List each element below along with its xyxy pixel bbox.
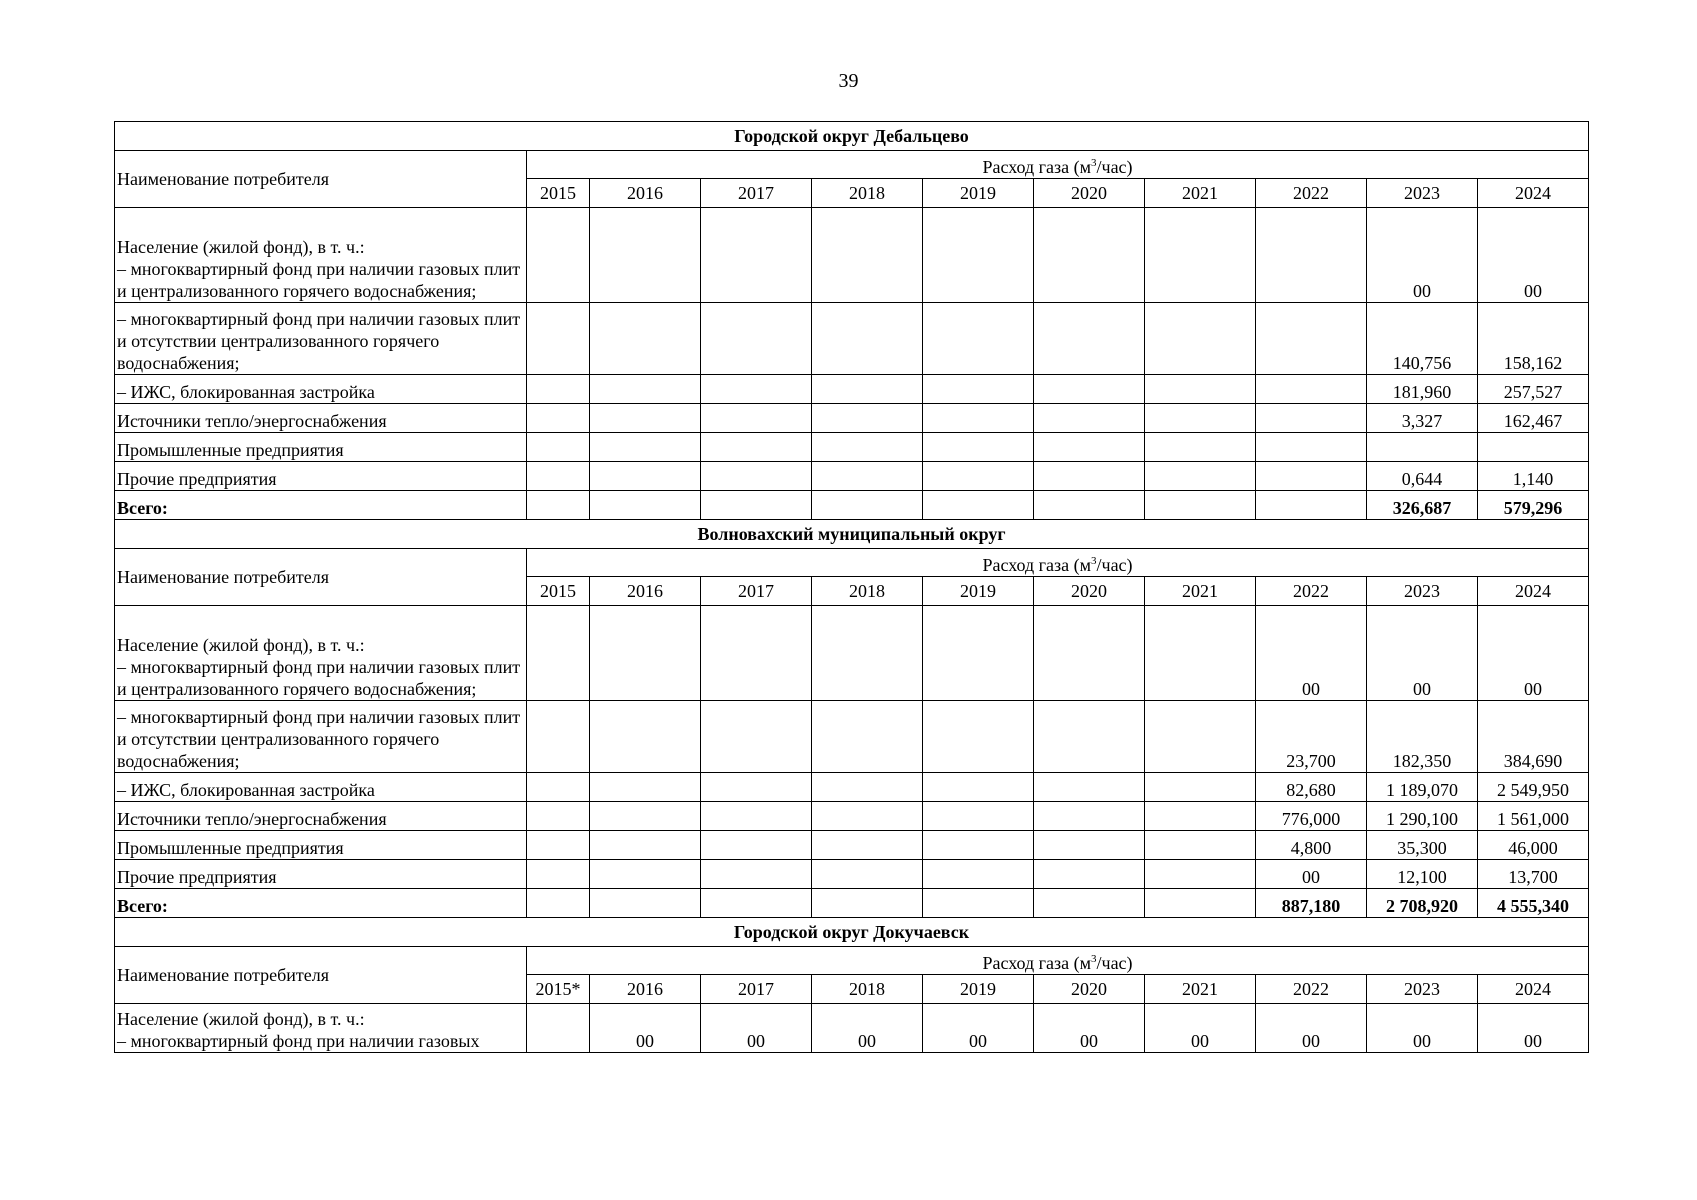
value-cell	[923, 831, 1034, 860]
row-label: – ИЖС, блокированная застройка	[115, 773, 527, 802]
section-title: Волновахский муниципальный округ	[115, 520, 1589, 549]
value-cell	[812, 802, 923, 831]
value-cell	[701, 462, 812, 491]
unit-superscript: 3	[1091, 156, 1097, 169]
value-cell	[701, 889, 812, 918]
value-cell	[527, 404, 590, 433]
gas-consumption-table	[114, 121, 1589, 1053]
year-header: 2019	[923, 975, 1034, 1004]
value-cell: 00	[812, 1004, 923, 1053]
value-cell	[590, 831, 701, 860]
value-cell	[812, 375, 923, 404]
value-cell: 00	[701, 1004, 812, 1053]
year-header: 2021	[1145, 577, 1256, 606]
year-header: 2024	[1478, 179, 1589, 208]
value-cell	[590, 606, 701, 701]
table-row	[115, 462, 1589, 491]
year-header: 2021	[1145, 975, 1256, 1004]
value-cell	[923, 491, 1034, 520]
value-cell	[527, 303, 590, 375]
section-title: Городской округ Докучаевск	[115, 918, 1589, 947]
unit-superscript: 3	[1091, 952, 1097, 965]
value-cell	[1145, 606, 1256, 701]
unit-suffix: /час)	[1096, 952, 1133, 973]
value-cell	[1034, 433, 1145, 462]
table-row	[115, 433, 1589, 462]
section-title-row	[115, 122, 1589, 151]
value-cell: 00	[1256, 860, 1367, 889]
value-cell: 00	[1145, 1004, 1256, 1053]
value-cell	[1478, 433, 1589, 462]
unit-suffix: /час)	[1096, 554, 1133, 575]
value-cell	[1034, 491, 1145, 520]
value-cell	[1145, 831, 1256, 860]
value-cell: 1 290,100	[1367, 802, 1478, 831]
year-header: 2018	[812, 179, 923, 208]
row-label: Население (жилой фонд), в т. ч.: – многоквартирный фонд при наличии газовых плит и централизованного горячего водоснабжения;	[115, 606, 527, 701]
value-cell: 182,350	[1367, 701, 1478, 773]
year-header: 2020	[1034, 179, 1145, 208]
value-cell	[1256, 208, 1367, 303]
value-cell	[812, 433, 923, 462]
value-cell: 158,162	[1478, 303, 1589, 375]
value-cell	[527, 701, 590, 773]
value-cell	[590, 303, 701, 375]
value-cell	[923, 208, 1034, 303]
value-cell	[701, 375, 812, 404]
page-number: 39	[838, 70, 859, 92]
value-cell	[1145, 433, 1256, 462]
year-header: 2017	[701, 975, 812, 1004]
unit-suffix: /час)	[1096, 156, 1133, 177]
value-cell: 00	[1034, 1004, 1145, 1053]
value-cell	[590, 802, 701, 831]
value-cell	[527, 860, 590, 889]
value-cell	[527, 831, 590, 860]
value-cell: 00	[1367, 208, 1478, 303]
value-cell	[701, 802, 812, 831]
row-label: – многоквартирный фонд при наличии газовых плит и отсутствии централизованного горячего водоснабжения;	[115, 701, 527, 773]
year-header: 2016	[590, 179, 701, 208]
value-cell	[923, 802, 1034, 831]
value-cell	[590, 208, 701, 303]
year-header: 2024	[1478, 975, 1589, 1004]
table-row	[115, 773, 1589, 802]
value-cell	[923, 433, 1034, 462]
unit-header	[527, 947, 1589, 975]
year-header: 2019	[923, 179, 1034, 208]
table-row	[115, 802, 1589, 831]
table-row	[115, 831, 1589, 860]
value-cell	[527, 1004, 590, 1053]
value-cell	[812, 889, 923, 918]
unit-prefix: Расход газа (м	[982, 952, 1092, 973]
value-cell: 12,100	[1367, 860, 1478, 889]
table-row	[115, 375, 1589, 404]
value-cell	[590, 491, 701, 520]
name-header: Наименование потребителя	[115, 549, 527, 606]
value-cell: 00	[1256, 606, 1367, 701]
table-row	[115, 303, 1589, 375]
year-header: 2023	[1367, 179, 1478, 208]
value-cell	[590, 860, 701, 889]
name-header: Наименование потребителя	[115, 151, 527, 208]
year-header: 2020	[1034, 975, 1145, 1004]
value-cell	[1034, 606, 1145, 701]
value-cell	[701, 606, 812, 701]
row-label: Население (жилой фонд), в т. ч.: – многоквартирный фонд при наличии газовых	[115, 1004, 527, 1053]
value-cell	[590, 433, 701, 462]
value-cell	[701, 701, 812, 773]
value-cell	[812, 831, 923, 860]
value-cell	[812, 404, 923, 433]
value-cell	[1034, 831, 1145, 860]
value-cell: 2 708,920	[1367, 889, 1478, 918]
value-cell	[812, 491, 923, 520]
row-label: – многоквартирный фонд при наличии газовых плит и отсутствии централизованного горячего водоснабжения;	[115, 303, 527, 375]
year-header: 2019	[923, 577, 1034, 606]
value-cell	[590, 404, 701, 433]
value-cell	[527, 208, 590, 303]
value-cell	[923, 303, 1034, 375]
value-cell	[1256, 462, 1367, 491]
value-cell	[1256, 433, 1367, 462]
table-row	[115, 208, 1589, 303]
value-cell	[1145, 860, 1256, 889]
year-header: 2015*	[527, 975, 590, 1004]
value-cell: 1 189,070	[1367, 773, 1478, 802]
value-cell	[1367, 433, 1478, 462]
section-title: Городской округ Дебальцево	[115, 122, 1589, 151]
value-cell	[590, 462, 701, 491]
value-cell	[527, 802, 590, 831]
unit-superscript: 3	[1091, 554, 1097, 567]
table-row	[115, 606, 1589, 701]
value-cell: 257,527	[1478, 375, 1589, 404]
row-label: – ИЖС, блокированная застройка	[115, 375, 527, 404]
value-cell: 23,700	[1256, 701, 1367, 773]
value-cell: 1,140	[1478, 462, 1589, 491]
value-cell	[701, 491, 812, 520]
year-header: 2023	[1367, 577, 1478, 606]
value-cell: 0,644	[1367, 462, 1478, 491]
value-cell	[923, 462, 1034, 491]
value-cell	[812, 860, 923, 889]
header-row	[115, 549, 1589, 577]
value-cell	[923, 860, 1034, 889]
value-cell	[527, 889, 590, 918]
value-cell	[590, 889, 701, 918]
value-cell	[923, 375, 1034, 404]
value-cell: 00	[1367, 1004, 1478, 1053]
unit-header	[527, 549, 1589, 577]
value-cell	[812, 462, 923, 491]
value-cell: 00	[590, 1004, 701, 1053]
year-header: 2022	[1256, 179, 1367, 208]
value-cell: 162,467	[1478, 404, 1589, 433]
value-cell	[701, 831, 812, 860]
value-cell	[1034, 303, 1145, 375]
name-header: Наименование потребителя	[115, 947, 527, 1004]
value-cell	[527, 773, 590, 802]
year-header: 2022	[1256, 975, 1367, 1004]
value-cell	[590, 701, 701, 773]
value-cell	[701, 773, 812, 802]
value-cell	[590, 773, 701, 802]
value-cell: 4 555,340	[1478, 889, 1589, 918]
value-cell	[701, 433, 812, 462]
year-header: 2022	[1256, 577, 1367, 606]
value-cell: 00	[1256, 1004, 1367, 1053]
year-header: 2024	[1478, 577, 1589, 606]
value-cell	[923, 606, 1034, 701]
year-header: 2017	[701, 179, 812, 208]
value-cell	[1034, 701, 1145, 773]
value-cell	[923, 889, 1034, 918]
value-cell	[701, 208, 812, 303]
year-header: 2017	[701, 577, 812, 606]
year-header: 2023	[1367, 975, 1478, 1004]
value-cell	[1034, 462, 1145, 491]
value-cell	[527, 491, 590, 520]
value-cell: 46,000	[1478, 831, 1589, 860]
value-cell	[923, 773, 1034, 802]
value-cell	[527, 606, 590, 701]
value-cell: 3,327	[1367, 404, 1478, 433]
year-header: 2016	[590, 975, 701, 1004]
section-title-row	[115, 918, 1589, 947]
value-cell	[1145, 491, 1256, 520]
value-cell: 00	[1478, 208, 1589, 303]
value-cell	[812, 701, 923, 773]
value-cell	[1145, 375, 1256, 404]
row-label: Всего:	[115, 491, 527, 520]
year-header: 2015	[527, 179, 590, 208]
row-label: Промышленные предприятия	[115, 433, 527, 462]
row-label: Промышленные предприятия	[115, 831, 527, 860]
row-label: Источники тепло/энергоснабжения	[115, 802, 527, 831]
value-cell: 82,680	[1256, 773, 1367, 802]
value-cell	[1256, 404, 1367, 433]
value-cell	[1034, 375, 1145, 404]
value-cell: 2 549,950	[1478, 773, 1589, 802]
value-cell	[701, 303, 812, 375]
unit-prefix: Расход газа (м	[982, 156, 1092, 177]
value-cell	[1034, 404, 1145, 433]
year-header: 2021	[1145, 179, 1256, 208]
value-cell: 1 561,000	[1478, 802, 1589, 831]
value-cell	[1256, 303, 1367, 375]
unit-prefix: Расход газа (м	[982, 554, 1092, 575]
value-cell	[1145, 889, 1256, 918]
row-label: Население (жилой фонд), в т. ч.: – многоквартирный фонд при наличии газовых плит и централизованного горячего водоснабжения;	[115, 208, 527, 303]
value-cell	[1145, 773, 1256, 802]
year-header: 2016	[590, 577, 701, 606]
value-cell	[527, 375, 590, 404]
value-cell: 181,960	[1367, 375, 1478, 404]
total-row	[115, 889, 1589, 918]
value-cell: 00	[923, 1004, 1034, 1053]
value-cell: 4,800	[1256, 831, 1367, 860]
value-cell	[923, 701, 1034, 773]
value-cell: 00	[1367, 606, 1478, 701]
table-row	[115, 701, 1589, 773]
value-cell	[1145, 701, 1256, 773]
section-title-row	[115, 520, 1589, 549]
year-header: 2018	[812, 577, 923, 606]
value-cell	[1034, 773, 1145, 802]
value-cell: 326,687	[1367, 491, 1478, 520]
value-cell: 00	[1478, 606, 1589, 701]
value-cell: 776,000	[1256, 802, 1367, 831]
value-cell	[1034, 208, 1145, 303]
total-row	[115, 491, 1589, 520]
value-cell: 00	[1478, 1004, 1589, 1053]
year-header: 2020	[1034, 577, 1145, 606]
value-cell	[527, 462, 590, 491]
value-cell	[590, 375, 701, 404]
value-cell	[1256, 375, 1367, 404]
value-cell	[1145, 208, 1256, 303]
value-cell: 13,700	[1478, 860, 1589, 889]
year-header: 2018	[812, 975, 923, 1004]
row-label: Источники тепло/энергоснабжения	[115, 404, 527, 433]
table-row	[115, 1004, 1589, 1053]
row-label: Прочие предприятия	[115, 462, 527, 491]
value-cell	[923, 404, 1034, 433]
header-row	[115, 151, 1589, 179]
table-row	[115, 404, 1589, 433]
value-cell	[1145, 802, 1256, 831]
value-cell	[812, 606, 923, 701]
value-cell	[527, 433, 590, 462]
value-cell	[1145, 404, 1256, 433]
value-cell: 887,180	[1256, 889, 1367, 918]
value-cell	[1145, 303, 1256, 375]
unit-header	[527, 151, 1589, 179]
value-cell	[1145, 462, 1256, 491]
value-cell	[1256, 491, 1367, 520]
value-cell	[812, 773, 923, 802]
value-cell	[1034, 889, 1145, 918]
value-cell	[701, 404, 812, 433]
value-cell: 140,756	[1367, 303, 1478, 375]
year-header: 2015	[527, 577, 590, 606]
value-cell	[812, 303, 923, 375]
row-label: Прочие предприятия	[115, 860, 527, 889]
value-cell	[1034, 802, 1145, 831]
row-label: Всего:	[115, 889, 527, 918]
value-cell	[1034, 860, 1145, 889]
value-cell: 35,300	[1367, 831, 1478, 860]
value-cell: 579,296	[1478, 491, 1589, 520]
table-row	[115, 860, 1589, 889]
value-cell	[812, 208, 923, 303]
value-cell: 384,690	[1478, 701, 1589, 773]
header-row	[115, 947, 1589, 975]
value-cell	[701, 860, 812, 889]
